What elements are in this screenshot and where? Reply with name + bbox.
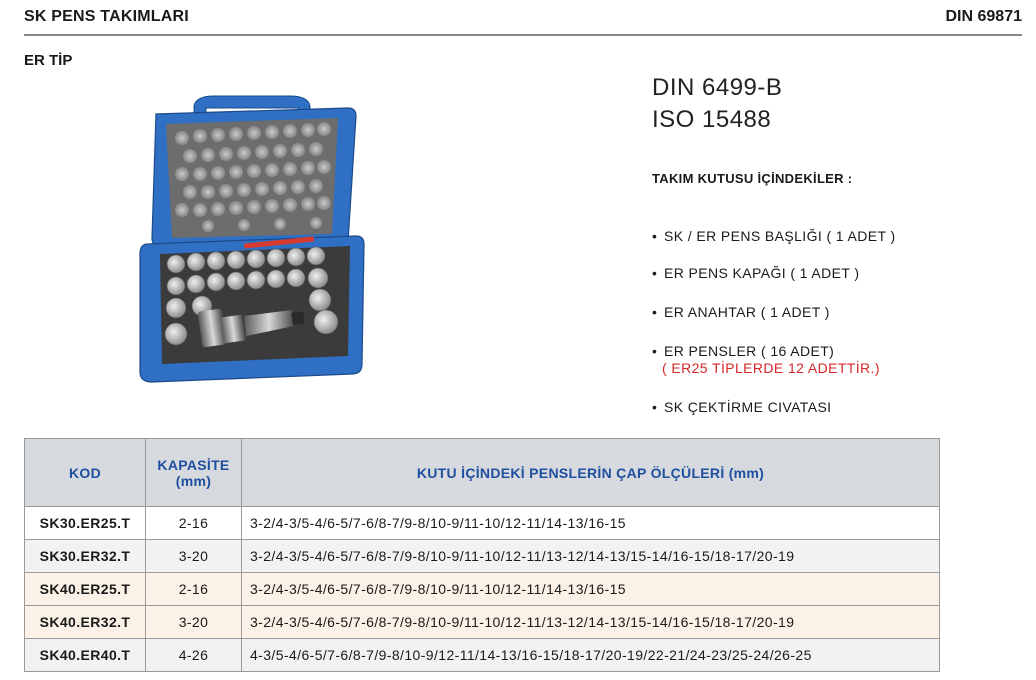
column-header-kapasite-unit: (mm) (175, 472, 212, 489)
table-row (25, 573, 940, 606)
cell-olculer: 4-3/5-4/6-5/7-6/8-7/9-8/10-9/12-11/14-13/16-15/18-17/20-19/22-21/24-23/25-24/26-25 (242, 639, 940, 672)
list-item (652, 228, 896, 244)
list-item-label: SK / ER PENS BAŞLIĞI ( 1 ADET ) (664, 228, 896, 244)
collet-count-note: ( ER25 TİPLERDE 12 ADETTİR.) (662, 360, 880, 376)
list-item-label: ER PENS KAPAĞI ( 1 ADET ) (664, 265, 860, 281)
cell-olculer: 3-2/4-3/5-4/6-5/7-6/8-7/9-8/10-9/11-10/12-11/13-12/14-13/15-14/16-15/18-17/20-19 (242, 606, 940, 639)
cell-olculer: 3-2/4-3/5-4/6-5/7-6/8-7/9-8/10-9/11-10/12-11/14-13/16-15 (242, 573, 940, 606)
list-item (652, 343, 834, 359)
table-row (25, 639, 940, 672)
table-row (25, 540, 940, 573)
page-title: SK PENS TAKIMLARI (24, 8, 189, 25)
tool-case-image (134, 94, 370, 390)
cell-kapasite: 4-26 (146, 639, 242, 672)
table-header-row (25, 439, 940, 507)
bullet-icon: • (652, 399, 658, 415)
standard-iso: ISO 15488 (652, 106, 772, 133)
list-item-label: ER ANAHTAR ( 1 ADET ) (664, 304, 830, 320)
list-item (652, 304, 830, 320)
cell-kod: SK30.ER25.T (25, 507, 146, 540)
cell-kapasite: 2-16 (146, 573, 242, 606)
section-subtitle: ER TİP (24, 52, 73, 69)
header-divider (24, 34, 1022, 36)
column-header-olculer: KUTU İÇİNDEKİ PENSLERİN ÇAP ÖLÇÜLERİ (mm) (242, 439, 940, 507)
bullet-icon: • (652, 343, 658, 359)
column-header-kapasite-label: KAPASİTE (157, 456, 230, 473)
table-row (25, 606, 940, 639)
cell-kod: SK40.ER25.T (25, 573, 146, 606)
bullet-icon: • (652, 228, 658, 244)
bullet-icon: • (652, 265, 658, 281)
list-item-label: SK ÇEKTİRME CIVATASI (664, 399, 832, 415)
page-standard: DIN 69871 (945, 8, 1022, 25)
cell-kapasite: 3-20 (146, 606, 242, 639)
cell-olculer: 3-2/4-3/5-4/6-5/7-6/8-7/9-8/10-9/11-10/12-11/14-13/16-15 (242, 507, 940, 540)
cell-kod: SK30.ER32.T (25, 540, 146, 573)
list-item-label: ER PENSLER ( 16 ADET) (664, 343, 835, 359)
list-item (652, 399, 831, 415)
column-header-kod: KOD (25, 439, 146, 507)
cell-olculer: 3-2/4-3/5-4/6-5/7-6/8-7/9-8/10-9/11-10/12-11/13-12/14-13/15-14/16-15/18-17/20-19 (242, 540, 940, 573)
contents-title: TAKIM KUTUSU İÇİNDEKİLER : (652, 171, 853, 186)
cell-kapasite: 3-20 (146, 540, 242, 573)
column-header-kapasite (146, 439, 242, 507)
standard-din: DIN 6499-B (652, 74, 783, 101)
cell-kod: SK40.ER40.T (25, 639, 146, 672)
cell-kapasite: 2-16 (146, 507, 242, 540)
cell-kod: SK40.ER32.T (25, 606, 146, 639)
list-item (652, 265, 859, 281)
table-row (25, 507, 940, 540)
bullet-icon: • (652, 304, 658, 320)
product-table (24, 438, 940, 672)
